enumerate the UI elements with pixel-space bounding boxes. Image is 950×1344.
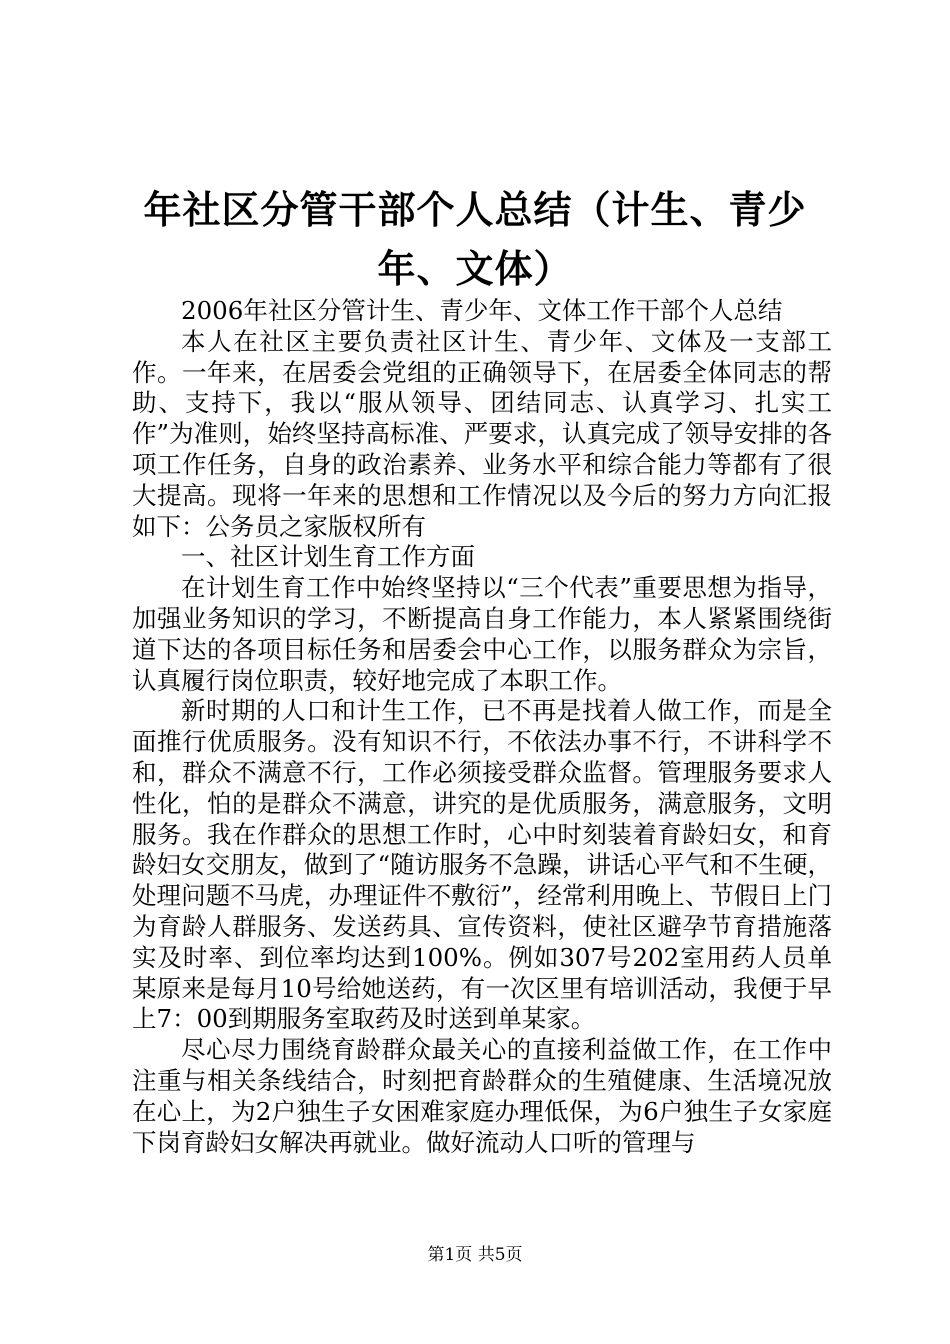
paragraph: 尽心尽力围绕育龄群众最关心的直接利益做工作，在工作中注重与相关条线结合，时刻把育龄群众的生殖健康、生活境况放在心上，为2户独生子女困难家庭办理低保，为6户独生子女家庭下岗育龄妇女解决再就业。做好流动人口听的管理与: [132, 1035, 832, 1157]
paragraph: 在计划生育工作中始终坚持以“三个代表”重要思想为指导，加强业务知识的学习，不断提高自身工作能力，本人紧紧围绕街道下达的各项目标任务和居委会中心工作，以服务群众为宗旨，认真履行岗位职责，较好地完成了本职工作。: [132, 573, 832, 695]
paragraph: 新时期的人口和计生工作，已不再是找着人做工作，而是全面推行优质服务。没有知识不行，不依法办事不行，不讲科学不和，群众不满意不行，工作必须接受群众监督。管理服务要求人性化，怕的是群众不满意，讲究的是优质服务，满意服务，文明服务。我在作群众的思想工作时，心中时刻装着育龄妇女，和育龄妇女交朋友，做到了“随访服务不急躁，讲话心平气和不生硬，处理问题不马虎，办理证件不敷衍”，经常利用晚上、节假日上门为育龄人群服务、发送药具、宣传资料，使社区避孕节育措施落实及时率、到位率均达到100%。例如307号202室用药人员单某原来是每月10号给她送药，有一次区里有培训活动，我便于早上7：00到期服务室取药及时送到单某家。: [132, 696, 832, 1034]
section-heading: 一、社区计划生育工作方面: [181, 542, 475, 572]
page-footer: 第1页 共5页: [427, 1245, 523, 1265]
document-title: 年社区分管干部个人总结（计生、青少年、文体）: [143, 187, 807, 291]
paragraph-subtitle: 2006年社区分管计生、青少年、文体工作干部个人总结: [181, 296, 783, 325]
paragraph-intro: 本人在社区主要负责社区计生、青少年、文体及一支部工作。一年来，在居委会党组的正确领导下，在居委全体同志的帮助、支持下，我以“服从领导、团结同志、认真学习、扎实工作”为准则，始终坚持高标准、严要求，认真完成了领导安排的各项工作任务，自身的政治素养、业务水平和综合能力等都有了很大提高。现将一年来的思想和工作情况以及今后的努力方向汇报如下：公务员之家版权所有: [132, 326, 832, 541]
document-body: [132, 296, 832, 1158]
